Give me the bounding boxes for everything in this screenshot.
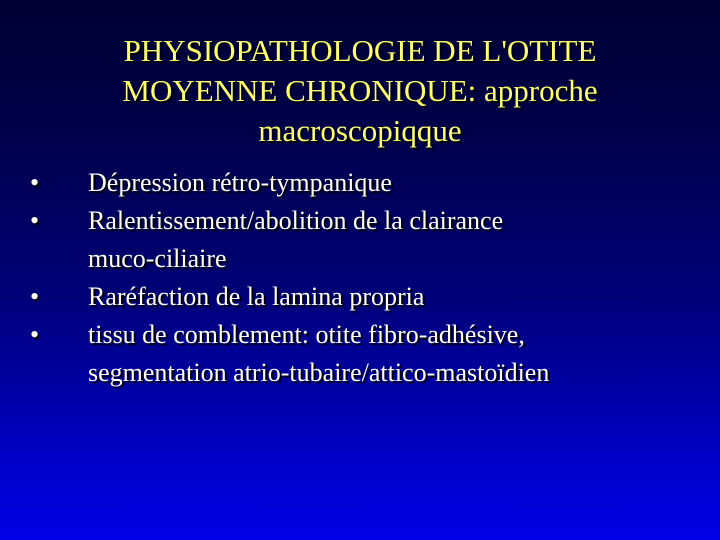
bullet-item-3 bbox=[30, 278, 700, 316]
bullet-text-continuation: muco-ciliaire bbox=[88, 244, 227, 273]
bullet-icon: • bbox=[30, 206, 40, 235]
bullet-text: Dépression rétro-tympanique bbox=[88, 168, 392, 197]
bullet-list bbox=[30, 164, 700, 392]
title-line-1: PHYSIOPATHOLOGIE DE L'OTITE bbox=[123, 33, 597, 68]
bullet-icon: • bbox=[30, 320, 40, 349]
bullet-item-1 bbox=[30, 164, 700, 202]
title-line-3: macroscopiqque bbox=[258, 113, 462, 148]
bullet-item-2 bbox=[30, 202, 700, 278]
bullet-text: Raréfaction de la lamina propria bbox=[88, 282, 425, 311]
slide-title bbox=[40, 31, 680, 151]
bullet-text-continuation: segmentation atrio-tubaire/attico-mastoïdien bbox=[88, 358, 550, 387]
bullet-text: tissu de comblement: otite fibro-adhésive, bbox=[88, 320, 525, 349]
bullet-text: Ralentissement/abolition de la clairance bbox=[88, 206, 504, 235]
bullet-item-4 bbox=[30, 316, 700, 392]
title-line-2: MOYENNE CHRONIQUE: approche bbox=[122, 73, 598, 108]
bullet-icon: • bbox=[30, 282, 40, 311]
bullet-icon: • bbox=[30, 168, 40, 197]
